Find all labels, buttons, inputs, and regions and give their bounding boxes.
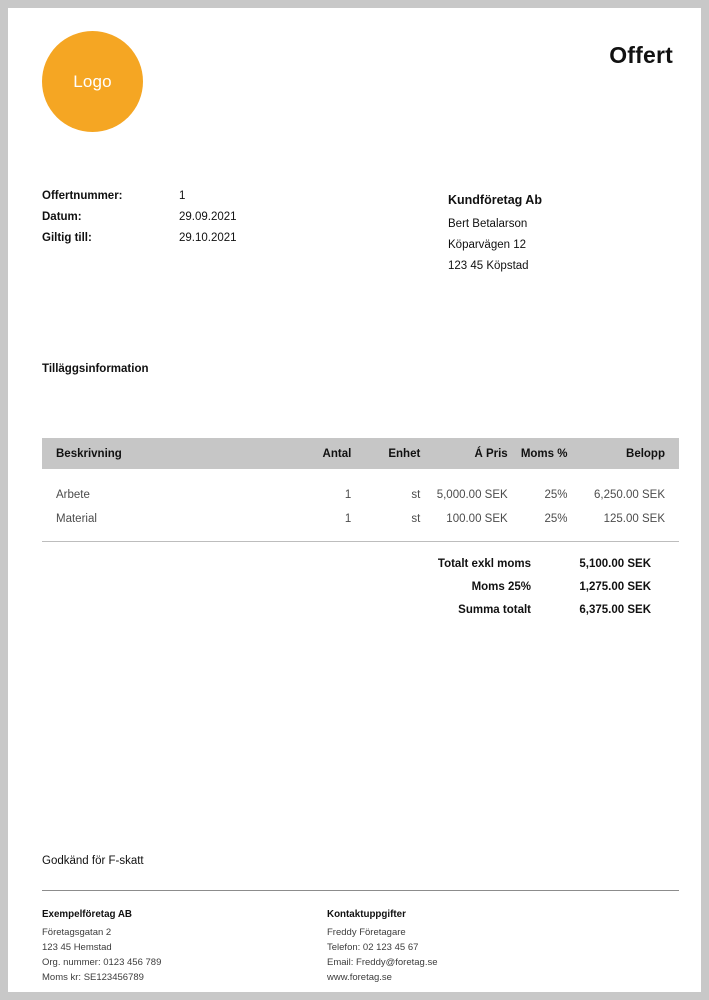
footer-contact-line: Freddy Företagare bbox=[327, 927, 406, 938]
footer-company-line: 123 45 Hemstad bbox=[42, 942, 112, 953]
additional-info-title: Tilläggsinformation bbox=[42, 363, 149, 375]
cell-quantity: 1 bbox=[344, 489, 352, 501]
customer-contact: Bert Betalarson bbox=[448, 218, 528, 230]
cell-amount: 125.00 SEK bbox=[603, 513, 665, 525]
cell-unit: st bbox=[411, 489, 421, 501]
table-divider bbox=[42, 541, 679, 542]
customer-block bbox=[448, 190, 678, 277]
footer-company-line: Org. nummer: 0123 456 789 bbox=[42, 957, 162, 968]
cell-description: Material bbox=[56, 513, 97, 525]
document-footer bbox=[42, 907, 679, 985]
page-content bbox=[36, 8, 673, 992]
totals-value: 6,375.00 SEK bbox=[579, 603, 651, 616]
footer-divider bbox=[42, 890, 679, 891]
footer-company-line: Moms kr: SE123456789 bbox=[42, 972, 144, 983]
meta-value: 29.10.2021 bbox=[179, 232, 237, 244]
line-items-table bbox=[42, 438, 679, 621]
meta-row bbox=[42, 211, 342, 223]
meta-label: Giltig till: bbox=[42, 232, 92, 244]
totals-value: 1,275.00 SEK bbox=[579, 580, 651, 593]
footer-contact-line: Telefon: 02 123 45 67 bbox=[327, 942, 419, 953]
cell-unit: st bbox=[411, 513, 421, 525]
column-header-unit: Enhet bbox=[388, 447, 421, 460]
table-header-row bbox=[42, 438, 679, 469]
footer-contact-block bbox=[327, 907, 627, 985]
meta-row bbox=[42, 232, 342, 244]
totals-label: Totalt exkl moms bbox=[437, 557, 531, 570]
cell-amount: 6,250.00 SEK bbox=[594, 489, 665, 501]
table-row bbox=[42, 507, 679, 531]
column-header-amount: Belopp bbox=[626, 447, 665, 460]
column-header-price: Á Pris bbox=[474, 447, 508, 460]
totals-label: Summa totalt bbox=[458, 603, 531, 616]
meta-value: 29.09.2021 bbox=[179, 211, 237, 223]
company-logo bbox=[42, 31, 143, 132]
meta-label: Offertnummer: bbox=[42, 190, 123, 202]
footer-contact-heading: Kontaktuppgifter bbox=[327, 909, 406, 920]
column-header-quantity: Antal bbox=[322, 447, 352, 460]
footer-contact-line: www.foretag.se bbox=[327, 972, 392, 983]
column-header-vat: Moms % bbox=[520, 447, 568, 460]
footer-contact-line: Email: Freddy@foretag.se bbox=[327, 957, 438, 968]
totals-row bbox=[42, 598, 679, 621]
meta-label: Datum: bbox=[42, 211, 82, 223]
cell-price: 100.00 SEK bbox=[446, 513, 508, 525]
table-body bbox=[42, 469, 679, 541]
table-row bbox=[42, 483, 679, 507]
totals-row bbox=[42, 552, 679, 575]
totals-label: Moms 25% bbox=[471, 580, 531, 593]
cell-description: Arbete bbox=[56, 489, 90, 501]
cell-price: 5,000.00 SEK bbox=[436, 489, 508, 501]
cell-quantity: 1 bbox=[344, 513, 352, 525]
meta-value: 1 bbox=[179, 190, 186, 202]
quote-meta bbox=[42, 190, 342, 253]
meta-row bbox=[42, 190, 342, 202]
totals-block bbox=[42, 552, 679, 621]
footer-company-heading: Exempelföretag AB bbox=[42, 909, 133, 920]
cell-vat: 25% bbox=[544, 489, 568, 501]
customer-name: Kundföretag Ab bbox=[448, 193, 542, 207]
document-page bbox=[8, 8, 701, 992]
totals-row bbox=[42, 575, 679, 598]
document-title: Offert bbox=[609, 42, 673, 68]
f-skatt-note: Godkänd för F-skatt bbox=[42, 855, 144, 867]
cell-vat: 25% bbox=[544, 513, 568, 525]
customer-street: Köparvägen 12 bbox=[448, 239, 527, 251]
column-header-description: Beskrivning bbox=[56, 447, 122, 460]
footer-company-line: Företagsgatan 2 bbox=[42, 927, 112, 938]
totals-value: 5,100.00 SEK bbox=[579, 557, 651, 570]
logo-label: Logo bbox=[73, 71, 112, 91]
footer-company-block bbox=[42, 907, 327, 985]
customer-city: 123 45 Köpstad bbox=[448, 260, 529, 272]
